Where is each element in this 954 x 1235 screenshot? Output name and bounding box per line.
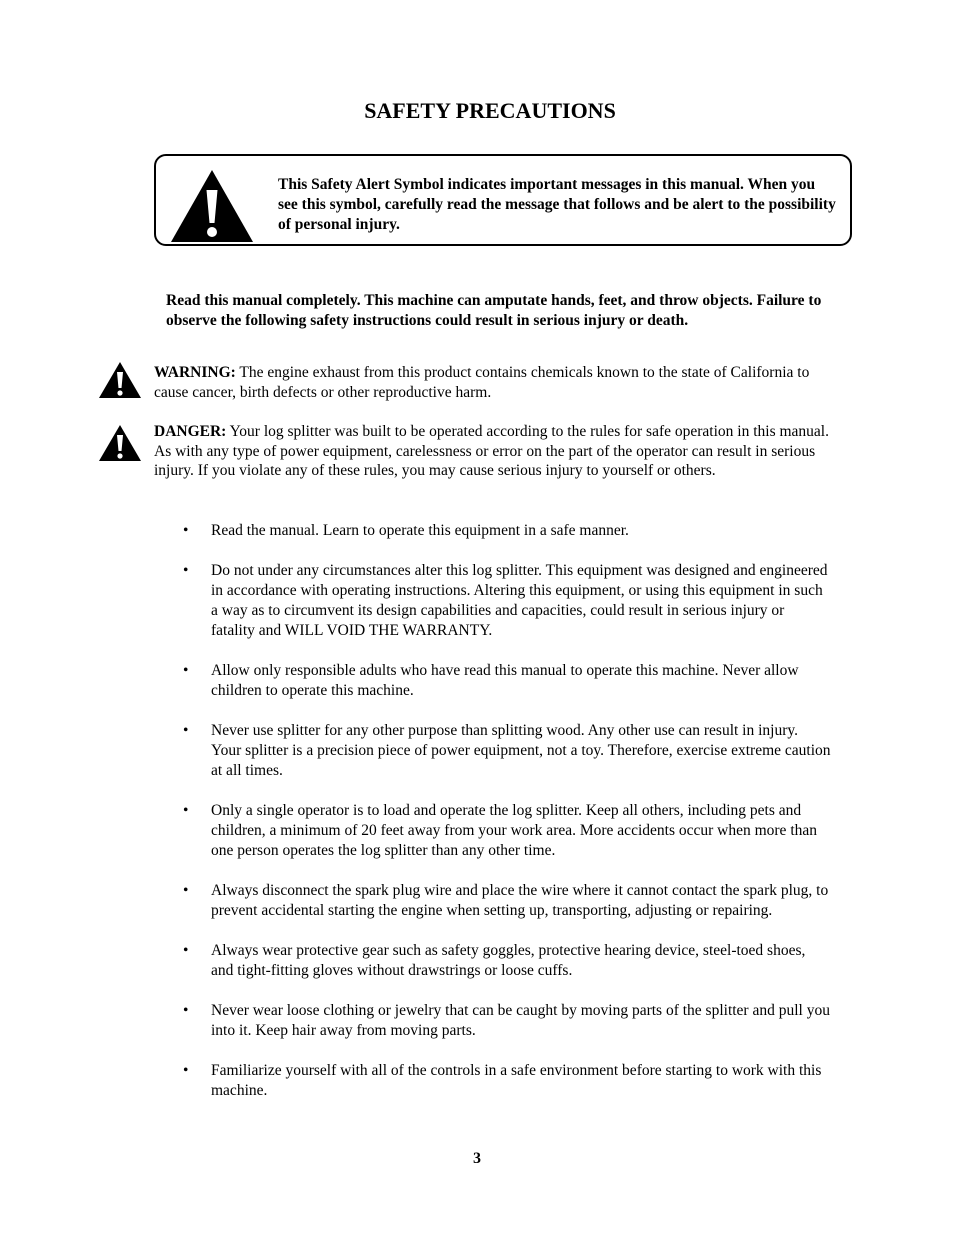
danger-label: DANGER: <box>154 423 227 440</box>
bullet-icon: • <box>183 882 189 899</box>
bullet-icon: • <box>183 562 189 579</box>
list-item: • Do not under any circumstances alter this log splitter. This equipment was designed and engineered in accordance with operating instructions. Altering this equipment, or using this equipment in such a way as to circumvent its design capabilities and capacities, could result in serious injury or fatality and WILL VOID THE WARRANTY. <box>183 562 828 639</box>
list-item: • Never use splitter for any other purpose than splitting wood. Any other use can result in injury. Your splitter is a precision piece of power equipment, not a toy. Therefore, exercise extreme caution at all times. <box>183 722 831 779</box>
list-item: • Familiarize yourself with all of the controls in a safe environment before starting to work with this machine. <box>183 1062 822 1099</box>
bullet-icon: • <box>183 942 189 959</box>
bullet-icon: • <box>183 802 189 819</box>
alert-message: This Safety Alert Symbol indicates important messages in this manual. When you see this symbol, carefully read the message that follows and be alert to the possibility of personal injury. <box>278 176 836 233</box>
page-title: SAFETY PRECAUTIONS <box>364 98 616 123</box>
list-item: • Only a single operator is to load and operate the log splitter. Keep all others, including pets and children, a minimum of 20 feet away from your work area. More accidents occur when more than one person operates the log splitter than any other time. <box>183 802 817 859</box>
list-item: • Allow only responsible adults who have read this manual to operate this machine. Never allow children to operate this machine. <box>183 662 799 699</box>
safety-rules-list <box>0 521 954 1121</box>
list-item: • Always wear protective gear such as safety goggles, protective hearing device, steel-toed shoes, and tight-fitting gloves without drawstrings or loose cuffs. <box>183 942 806 979</box>
bullet-icon: • <box>183 722 189 739</box>
list-item: • Read the manual. Learn to operate this equipment in a safe manner. <box>183 522 629 539</box>
warning-triangle-icon <box>169 168 255 244</box>
list-item: • Never wear loose clothing or jewelry that can be caught by moving parts of the splitter and pull you into it. Keep hair away from moving parts. <box>183 1002 830 1039</box>
warning-text: The engine exhaust from this product contains chemicals known to the state of California to cause cancer, birth defects or other reproductive harm. <box>154 364 810 401</box>
intro-warning: Read this manual completely. This machine can amputate hands, feet, and throw objects. Failure to observe the following safety instructions could result in serious injury or death. <box>166 292 822 329</box>
warning-icon <box>98 361 142 399</box>
warning-label: WARNING: <box>154 364 236 381</box>
bullet-icon: • <box>183 1002 189 1019</box>
list-item: • Always disconnect the spark plug wire and place the wire where it cannot contact the spark plug, to prevent accidental starting the engine when setting up, transporting, adjusting or repairing. <box>183 882 829 919</box>
page-number: 3 <box>473 1150 481 1167</box>
warning-notice <box>154 363 834 402</box>
danger-notice <box>154 422 834 481</box>
danger-text: Your log splitter was built to be operated according to the rules for safe operation in this manual. As with any type of power equipment, carelessness or error on the part of the operator can result in serious injury. If you violate any of these rules, you may cause serious injury to yourself or others. <box>154 423 829 479</box>
bullet-icon: • <box>183 1062 189 1079</box>
bullet-icon: • <box>183 662 189 679</box>
bullet-icon: • <box>183 522 189 539</box>
safety-alert-box <box>154 154 852 246</box>
danger-icon <box>98 424 142 462</box>
